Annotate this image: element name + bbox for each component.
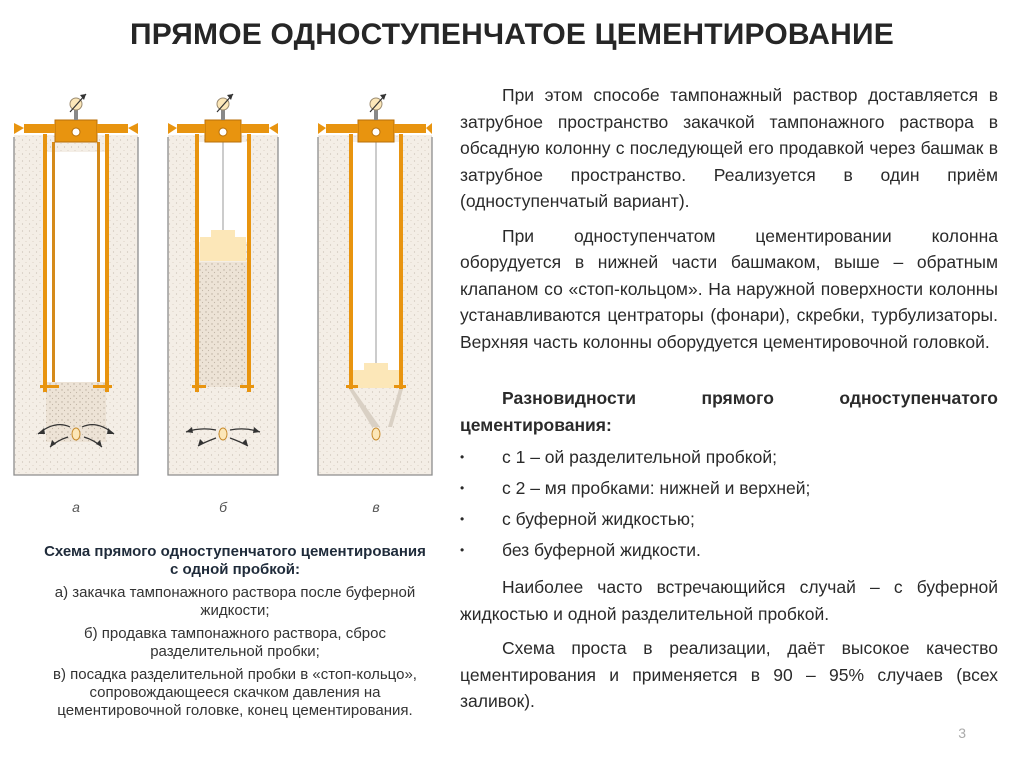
bullet-icon: • (460, 512, 465, 526)
bullet-icon: • (460, 481, 465, 495)
caption-item-b: б) продавка тампонажного раствора, сброс разделительной пробки; (84, 625, 386, 660)
head-pipe-left-a (24, 124, 55, 133)
list-item (460, 442, 998, 473)
head-port-c (372, 128, 380, 136)
stop-ring-right-c (394, 385, 406, 388)
stop-ring-left-b (192, 385, 206, 388)
head-stem-a (74, 110, 78, 120)
cement-b (198, 262, 248, 387)
valve-right-b (269, 123, 278, 134)
stop-ring-left-a (40, 385, 59, 388)
stop-ring-right-b (240, 385, 254, 388)
casing-right-b (247, 134, 251, 392)
diagram-label-a: а (72, 499, 80, 515)
diagram-a (14, 94, 138, 475)
diagram-c (318, 94, 432, 475)
casing-right-a (105, 134, 109, 392)
valve-right-c (426, 123, 432, 134)
plug-c (372, 428, 380, 440)
list-item-text: с 1 – ой разделительной пробкой; (502, 447, 777, 467)
list-item (460, 504, 998, 535)
caption-item-c: в) посадка разделительной пробки в «стоп-кольцо», сопровождающееся скачком давления на цементировочной головке, конец цементирования. (53, 666, 417, 719)
plug-b (219, 428, 227, 440)
head-port-a (72, 128, 80, 136)
tubing-left-a (52, 142, 55, 382)
wiper-plug-top-b (211, 230, 235, 238)
list-item-text: без буферной жидкости. (502, 540, 701, 560)
head-pipe-left-c (326, 124, 358, 133)
wiper-plug-c (353, 370, 399, 388)
diagram-label-c: в (372, 499, 380, 515)
diagram-label-b: б (219, 499, 227, 515)
tubing-right-a (97, 142, 100, 382)
bullet-icon: • (460, 450, 465, 464)
paragraph-conclusion: Схема проста в реализации, даёт высокое качество цементирования и применяется в 90 – 95% случаев (всех заливок). (460, 638, 998, 711)
valve-left-c (318, 123, 326, 134)
valve-left-b (168, 123, 177, 134)
valve-left-a (14, 123, 24, 134)
cementing-diagram (0, 82, 450, 522)
head-port-b (219, 128, 227, 136)
varieties-heading: Разновидности прямого одноступенчатого цементирования: (460, 388, 998, 435)
wiper-plug-b (200, 237, 246, 261)
head-stem-c (374, 110, 378, 120)
caption-title: Схема прямого одноступенчатого цементирования с одной пробкой: (44, 543, 426, 578)
head-pipe-right-a (97, 124, 128, 133)
head-stem-b (221, 110, 225, 120)
diagram-b (168, 94, 278, 475)
plug-a (72, 428, 80, 440)
page-title: ПРЯМОЕ ОДНОСТУПЕНЧАТОЕ ЦЕМЕНТИРОВАНИЕ (130, 18, 894, 51)
casing-left-a (43, 134, 47, 392)
cementing-diagram-svg (0, 82, 450, 522)
paragraph-equipment: При одноступенчатом цементировании колонна оборудуется в нижней части башмаком, выше – обратным клапаном со «стоп-кольцом». На наружной поверхности колонны устанавливаются центраторы (фонари), скребки, турбулизаторы. Верхняя часть колонны оборудуется цементировочной головкой. (460, 225, 998, 352)
page-number: 3 (958, 725, 966, 741)
bullet-icon: • (460, 543, 465, 557)
paragraph-common-case: Наиболее часто встречающийся случай – с буферной жидкостью и одной разделительной пробкой. (460, 577, 998, 624)
head-pipe-right-b (241, 124, 269, 133)
list-item-text: с 2 – мя пробками: нижней и верхней; (502, 478, 811, 498)
stop-ring-right-a (93, 385, 112, 388)
varieties-list (460, 442, 998, 566)
valve-right-a (128, 123, 138, 134)
head-pipe-left-b (177, 124, 205, 133)
main-text (460, 82, 998, 715)
list-item (460, 473, 998, 504)
wiper-plug-top-c (364, 363, 388, 371)
caption-item-a: а) закачка тампонажного раствора после буферной жидкости; (54, 584, 416, 619)
casing-left-b (195, 134, 199, 392)
casing-right-c (399, 134, 403, 389)
casing-left-c (349, 134, 353, 389)
list-item (460, 535, 998, 566)
figure-caption (40, 543, 430, 720)
list-item-text: с буферной жидкостью; (502, 509, 695, 529)
paragraph-method: При этом способе тампонажный раствор доставляется в затрубное пространство закачкой тампонажного раствора в обсадную колонну с последующей его продавкой через башмак в затрубное пространство. Реализуется в один приём (одноступенчатый вариант). (460, 85, 998, 211)
stop-ring-left-c (346, 385, 358, 388)
head-pipe-right-c (394, 124, 426, 133)
